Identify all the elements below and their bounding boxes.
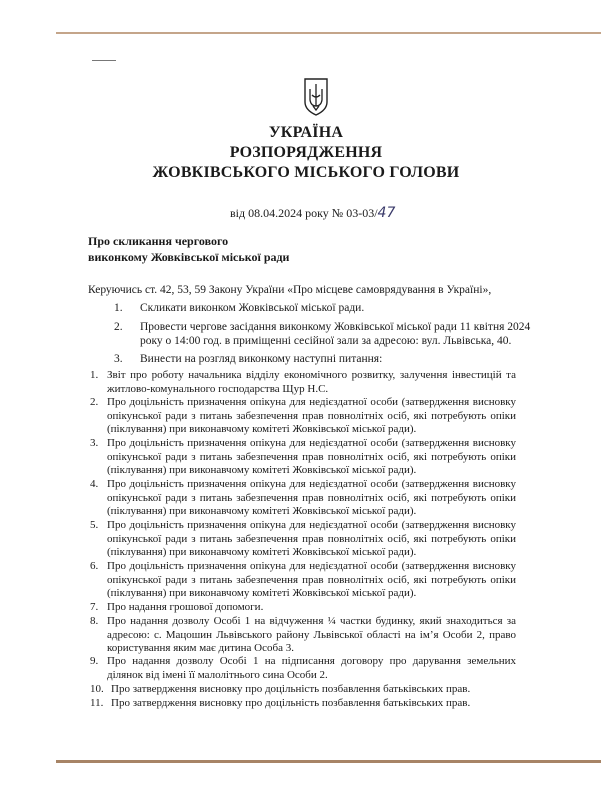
agenda-item [90,683,516,697]
main-item [114,352,534,366]
agenda-item [90,601,516,615]
agenda-item [90,478,516,519]
agenda-item-text: Про доцільність призначення опікуна для недієздатної особи (затвердження висновку опікунської ради з питань забезпечення прав повнолітніх осіб, які потребують опіки (піклування) при виконавчому комітеті Жовківської міської ради). [107,437,516,476]
agenda-item-text: Про затвердження висновку про доцільність позбавлення батьківських прав. [111,697,471,709]
agenda-item-number: 9. [90,655,99,667]
agenda-item [90,697,516,711]
agenda-item [90,437,516,478]
header-country: УКРАЇНА [268,124,344,141]
agenda-item-text: Про надання грошової допомоги. [107,601,264,613]
scan-bottom-edge [56,760,601,763]
agenda-item [90,369,516,396]
agenda-item-number: 1. [90,369,99,381]
agenda-item-number: 7. [90,601,99,613]
agenda-item-text: Про доцільність призначення опікуна для недієздатної особи (затвердження висновку опікунської ради з питань забезпечення прав повнолітніх осіб, які потребують опіки (піклування) при виконавчому комітеті Жовківської міської ради). [107,396,516,435]
header-doc-type: РОЗПОРЯДЖЕННЯ [229,144,383,161]
main-item-text: Скликати виконком Жовківської міської ради. [140,302,365,314]
subject-line-1: Про скликання чергового [88,234,229,248]
subject-line-2: виконкому Жовківської міської ради [88,250,290,264]
agenda-item-number: 4. [90,478,99,490]
agenda-item-text: Про доцільність призначення опікуна для недієздатної особи (затвердження висновку опікунської ради з питань забезпечення прав повнолітніх осіб, які потребують опіки (піклування) при виконавчому комітеті Жовківської міської ради). [107,560,516,599]
main-item-text: Винести на розгляд виконкому наступні питання: [140,353,383,365]
agenda-item-number: 11. [90,697,104,709]
agenda-item [90,560,516,601]
agenda-item-number: 6. [90,560,99,572]
date-number-printed: від 08.04.2024 року № 03-03/ [230,206,378,220]
main-item-text: Провести чергове засідання виконкому Жовківської міської ради 11 квітня 2024 року о 14:00 год. в приміщенні сесійної зали за адресою: вул. Львівська, 40. [140,321,531,347]
agenda-item-number: 10. [90,683,104,695]
agenda-item-text: Про доцільність призначення опікуна для недієздатної особи (затвердження висновку опікунської ради з питань забезпечення прав повнолітніх осіб, які потребують опіки (піклування) при виконавчому комітеті Жовківської міської ради). [107,478,516,517]
agenda-item-text: Про надання дозволу Особі 1 на відчуження ¼ частки будинку, який знаходиться за адресою: с. Мацошин Львівського району Львівської області на ім’я Особи 2, право користування яким має дитина Особа 3. [107,615,516,654]
preamble: Керуючись ст. 42, 53, 59 Закону України «Про місцеве самоврядування в Україні», [88,284,492,296]
agenda-item-number: 5. [90,519,99,531]
agenda-item-text: Звіт про роботу начальника відділу економічного розвитку, залучення інвестицій та житлово-комунального господарства Щур Н.С. [107,369,516,395]
subject-block [88,233,289,265]
date-number-line [230,205,395,221]
main-item-number: 1. [114,302,123,314]
main-item-number: 3. [114,353,123,365]
agenda-item-text: Про доцільність призначення опікуна для недієздатної особи (затвердження висновку опікунської ради з питань забезпечення прав повнолітніх осіб, які потребують опіки (піклування) при виконавчому комітеті Жовківської міської ради). [107,519,516,558]
handwritten-number: 47 [377,205,396,221]
agenda-item-number: 2. [90,396,99,408]
header-issuer: ЖОВКІВСЬКОГО МІСЬКОГО ГОЛОВИ [152,164,460,181]
scan-top-edge [56,32,601,34]
coat-of-arms-icon [303,78,329,116]
agenda-item-number: 8. [90,615,99,627]
agenda-item-text: Про надання дозволу Особі 1 на підписання договору про дарування земельних ділянок від імені її малолітнього сина Особи 2. [107,655,516,681]
agenda-item [90,519,516,560]
agenda-item [90,655,516,682]
scan-mark [92,60,116,61]
agenda-item-text: Про затвердження висновку про доцільність позбавлення батьківських прав. [111,683,471,695]
main-item-number: 2. [114,321,123,333]
agenda-item [90,615,516,656]
agenda-item-number: 3. [90,437,99,449]
main-item [114,320,534,348]
main-item [114,301,534,315]
agenda-item [90,396,516,437]
